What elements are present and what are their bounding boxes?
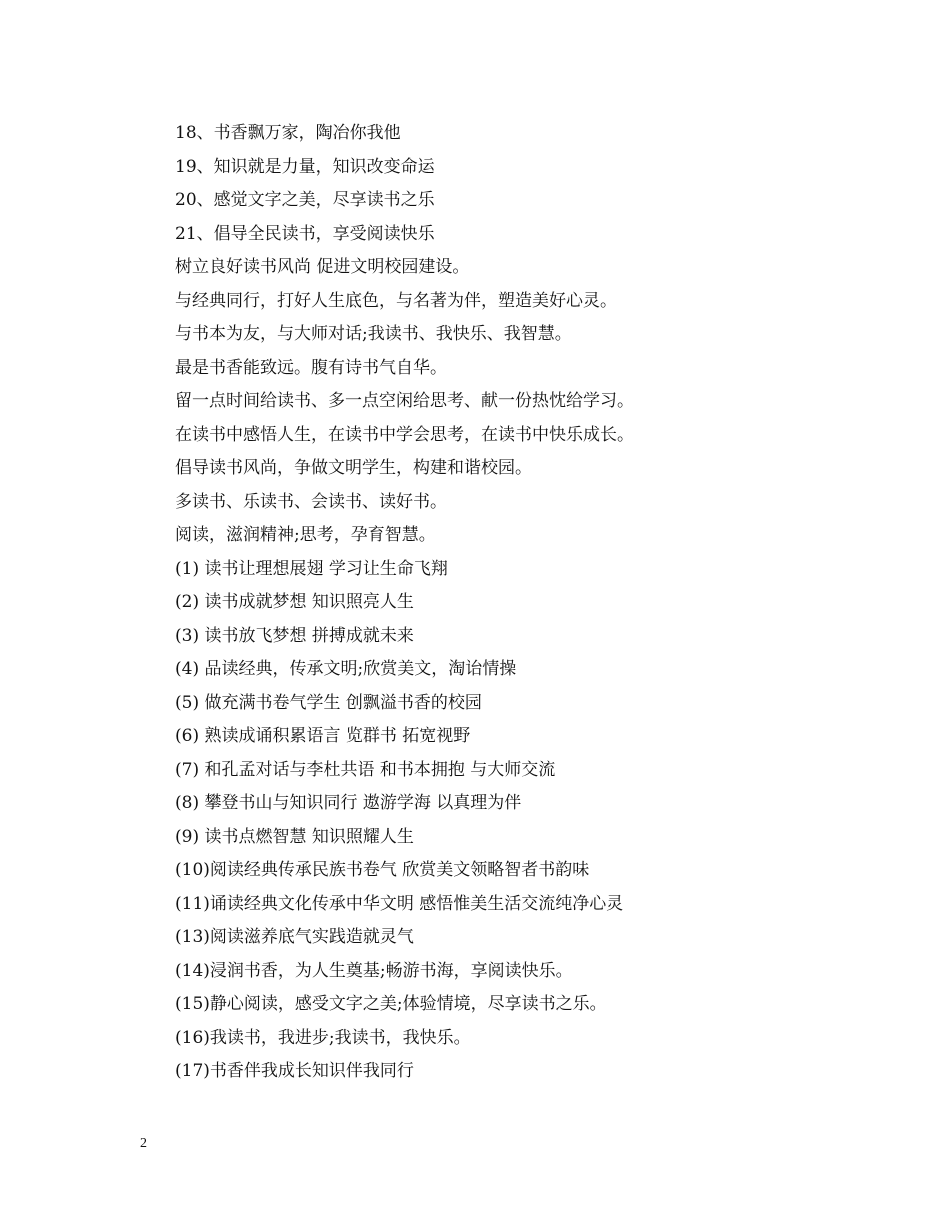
text-line: (9) 读书点燃智慧 知识照耀人生 — [175, 826, 414, 847]
text-line: 与经典同行，打好人生底色，与名著为伴，塑造美好心灵。 — [175, 290, 617, 311]
text-line: (6) 熟读成诵积累语言 览群书 拓宽视野 — [175, 726, 471, 746]
text-line: (11)诵读经典文化传承中华文明 感悟惟美生活交流纯净心灵 — [175, 893, 624, 914]
page-number: 2 — [140, 1136, 147, 1151]
text-line: (8) 攀登书山与知识同行 遨游学海 以真理为伴 — [175, 793, 522, 813]
text-line: (10)阅读经典传承民族书卷气 欣赏美文领略智者书韵味 — [175, 860, 590, 880]
text-line: (7) 和孔孟对话与李杜共语 和书本拥抱 与大师交流 — [175, 759, 556, 780]
text-line: (13)阅读滋养底气实践造就灵气 — [175, 927, 414, 947]
text-line: 倡导读书风尚，争做文明学生，构建和谐校园。 — [175, 458, 532, 478]
text-line: (1) 读书让理想展翅 学习让生命飞翔 — [175, 558, 448, 579]
slogan-list — [175, 117, 915, 1089]
text-line: (16)我读书，我进步;我读书，我快乐。 — [175, 1027, 471, 1048]
text-line: 最是书香能致远。腹有诗书气自华。 — [175, 357, 447, 378]
text-line: 在读书中感悟人生，在读书中学会思考，在读书中快乐成长。 — [175, 424, 634, 445]
text-line: 多读书、乐读书、会读书、读好书。 — [175, 491, 447, 512]
text-line: (5) 做充满书卷气学生 创飘溢书香的校园 — [175, 692, 482, 713]
text-line: (15)静心阅读，感受文字之美;体验情境，尽享读书之乐。 — [175, 994, 607, 1014]
text-line: (2) 读书成就梦想 知识照亮人生 — [175, 592, 414, 612]
text-line: 与书本为友，与大师对话;我读书、我快乐、我智慧。 — [175, 324, 572, 344]
text-line: 19、知识就是力量，知识改变命运 — [175, 156, 435, 177]
text-line: (14)浸润书香，为人生奠基;畅游书海，享阅读快乐。 — [175, 960, 573, 981]
text-line: 18、书香飘万家，陶冶你我他 — [175, 123, 401, 143]
text-line: 20、感觉文字之美，尽享读书之乐 — [175, 190, 435, 210]
text-line: 21、倡导全民读书，享受阅读快乐 — [175, 223, 435, 244]
text-line: (17)书香伴我成长知识伴我同行 — [175, 1061, 414, 1081]
text-line: 阅读，滋润精神;思考，孕育智慧。 — [175, 525, 436, 545]
text-line: (4) 品读经典，传承文明;欣赏美文，淘诒情操 — [175, 659, 517, 679]
text-line: 树立良好读书风尚 促进文明校园建设。 — [175, 257, 470, 277]
text-line: (3) 读书放飞梦想 拼搏成就未来 — [175, 625, 414, 646]
text-line: 留一点时间给读书、多一点空闲给思考、献一份热忱给学习。 — [175, 391, 634, 411]
